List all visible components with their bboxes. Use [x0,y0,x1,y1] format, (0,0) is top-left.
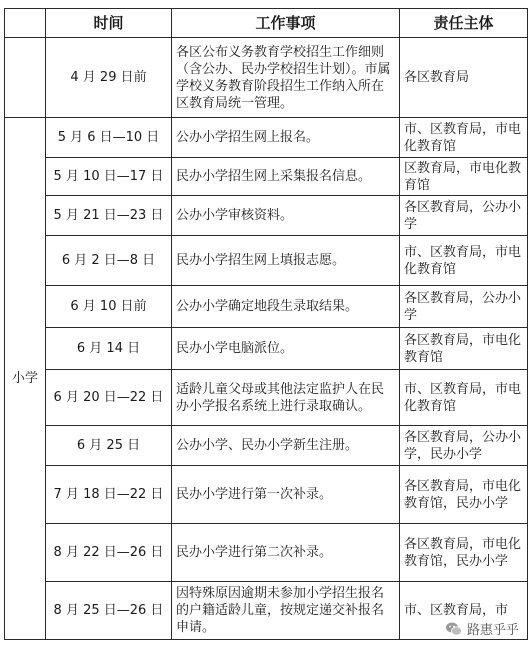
watermark-text: 路惠乎乎 [466,623,519,638]
table-row [5,118,528,158]
time-cell: 6 月 14 日 [46,328,172,370]
table-row [5,236,528,286]
table-row [5,38,528,118]
owner-cell: 市、区教育局，市电化教育馆 [400,370,528,426]
time-cell: 7 月 18 日—22 日 [46,466,172,524]
owner-cell: 市、区教育局，市电化教育馆 [400,236,528,286]
owner-cell: 区教育局，市电化教育馆 [400,158,528,196]
task-cell: 适龄儿童父母或其他法定监护人在民办小学报名系统上进行录取确认。 [172,370,400,426]
table-row [5,426,528,466]
header-owner: 责任主体 [400,9,528,38]
table-header-row [5,9,528,38]
time-cell: 6 月 10 日前 [46,286,172,328]
table-row [5,196,528,236]
owner-cell: 市、区教育局，市电化教育馆 [400,118,528,158]
table-row [5,286,528,328]
owner-cell: 各区教育局，市电化教育馆 [400,328,528,370]
owner-cell: 市、区教育局，市 [400,582,528,640]
header-stage-blank [5,9,46,38]
time-cell: 6 月 25 日 [46,426,172,466]
time-cell: 6 月 20 日—22 日 [46,370,172,426]
task-cell: 各区公布义务教育学校招生工作细则（含公办、民办学校招生计划）。市属学校义务教育阶段招生工作纳入所在区教育局统一管理。 [172,38,400,118]
table-row [5,328,528,370]
stage-cell-blank [5,38,46,118]
table-row [5,466,528,524]
task-cell: 民办小学进行第二次补录。 [172,524,400,582]
time-cell: 8 月 25 日—26 日 [46,582,172,640]
table-row [5,158,528,196]
owner-cell: 各区教育局，公办小学，民办小学 [400,426,528,466]
task-cell: 公办小学审核资料。 [172,196,400,236]
table-row [5,524,528,582]
owner-cell: 各区教育局，市电化教育馆，民办小学 [400,466,528,524]
time-cell: 8 月 22 日—26 日 [46,524,172,582]
wechat-icon [445,620,463,638]
owner-cell: 各区教育局，公办小学 [400,196,528,236]
header-task: 工作事项 [172,9,400,38]
task-cell: 民办小学电脑派位。 [172,328,400,370]
enrollment-schedule-table [4,8,528,640]
header-time: 时间 [46,9,172,38]
watermark [443,619,521,638]
task-cell: 民办小学招生网上采集报名信息。 [172,158,400,196]
task-cell: 公办小学招生网上报名。 [172,118,400,158]
owner-cell: 各区教育局，市电化教育馆，民办小学 [400,524,528,582]
task-cell: 民办小学进行第一次补录。 [172,466,400,524]
time-cell: 5 月 10 日—17 日 [46,158,172,196]
owner-cell: 各区教育局，公办小学 [400,286,528,328]
time-cell: 5 月 6 日—10 日 [46,118,172,158]
task-cell: 因特殊原因逾期未参加小学招生报名的户籍适龄儿童，按规定递交补报名申请。 [172,582,400,640]
table-row [5,370,528,426]
task-cell: 公办小学、民办小学新生注册。 [172,426,400,466]
task-cell: 公办小学确定地段生录取结果。 [172,286,400,328]
owner-cell: 各区教育局 [400,38,528,118]
task-cell: 民办小学招生网上填报志愿。 [172,236,400,286]
time-cell: 4 月 29 日前 [46,38,172,118]
time-cell: 6 月 2 日—8 日 [46,236,172,286]
time-cell: 5 月 21 日—23 日 [46,196,172,236]
stage-cell-primary: 小学 [5,118,46,640]
